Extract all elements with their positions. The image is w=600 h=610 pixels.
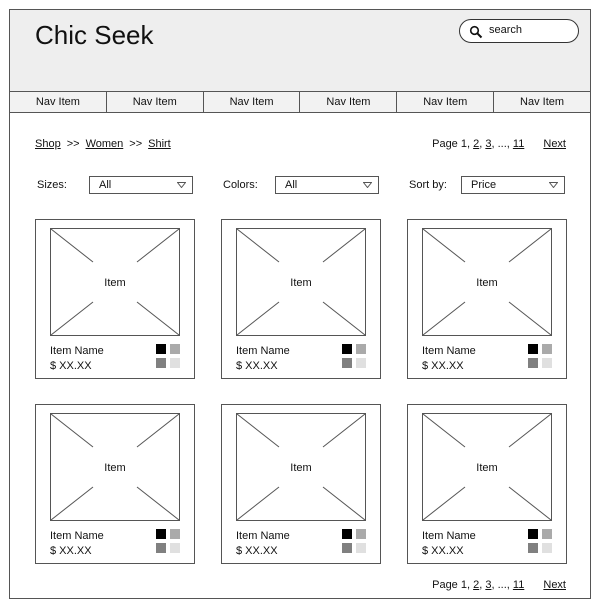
page-ellipsis: ..., bbox=[497, 579, 510, 591]
product-price: $ XX.XX bbox=[50, 545, 92, 557]
product-image-label: Item bbox=[104, 462, 126, 474]
color-swatch[interactable] bbox=[342, 529, 352, 539]
product-card[interactable] bbox=[407, 404, 567, 564]
colors-select[interactable] bbox=[275, 176, 379, 194]
color-swatch[interactable] bbox=[356, 358, 366, 368]
color-swatch[interactable] bbox=[542, 344, 552, 354]
page-link-3[interactable]: 3 bbox=[485, 579, 492, 591]
nav-item[interactable]: Nav Item bbox=[10, 92, 107, 112]
breadcrumb-separator: >> bbox=[66, 138, 80, 150]
sizes-select[interactable] bbox=[89, 176, 193, 194]
sort-value: Price bbox=[471, 179, 497, 191]
page-frame bbox=[9, 9, 591, 599]
breadcrumb-women[interactable]: Women bbox=[85, 138, 124, 150]
product-image-label: Item bbox=[476, 277, 498, 289]
product-image[interactable] bbox=[422, 228, 552, 336]
product-image-label: Item bbox=[290, 462, 312, 474]
color-swatch[interactable] bbox=[542, 529, 552, 539]
breadcrumb-separator: >> bbox=[129, 138, 143, 150]
color-swatch[interactable] bbox=[156, 358, 166, 368]
color-swatch[interactable] bbox=[542, 358, 552, 368]
nav-item[interactable]: Nav Item bbox=[300, 92, 397, 112]
product-image-label: Item bbox=[290, 277, 312, 289]
color-swatch[interactable] bbox=[170, 529, 180, 539]
search-input[interactable] bbox=[459, 19, 579, 43]
product-name[interactable]: Item Name bbox=[422, 345, 476, 357]
sizes-label: Sizes: bbox=[37, 179, 67, 191]
page-link-2[interactable]: 2 bbox=[473, 579, 480, 591]
product-price: $ XX.XX bbox=[50, 360, 92, 372]
search-icon bbox=[469, 25, 483, 39]
breadcrumb-shop[interactable]: Shop bbox=[35, 138, 61, 150]
product-image[interactable] bbox=[50, 413, 180, 521]
sizes-value: All bbox=[99, 179, 112, 191]
search-placeholder: search bbox=[489, 24, 523, 36]
color-swatch[interactable] bbox=[528, 529, 538, 539]
main-nav bbox=[10, 91, 590, 113]
product-image[interactable] bbox=[236, 228, 366, 336]
color-swatch[interactable] bbox=[528, 344, 538, 354]
product-card[interactable] bbox=[35, 404, 195, 564]
product-price: $ XX.XX bbox=[422, 360, 464, 372]
color-swatch[interactable] bbox=[342, 543, 352, 553]
color-swatch[interactable] bbox=[356, 543, 366, 553]
colors-label: Colors: bbox=[223, 179, 258, 191]
color-swatch[interactable] bbox=[170, 358, 180, 368]
product-image[interactable] bbox=[422, 413, 552, 521]
product-image[interactable] bbox=[236, 413, 366, 521]
color-swatch[interactable] bbox=[528, 358, 538, 368]
product-image-label: Item bbox=[476, 462, 498, 474]
sort-select[interactable] bbox=[461, 176, 565, 194]
product-card[interactable] bbox=[407, 219, 567, 379]
chevron-down-icon bbox=[177, 182, 186, 188]
color-swatch[interactable] bbox=[356, 529, 366, 539]
page-link-3[interactable]: 3 bbox=[485, 138, 492, 150]
color-swatch[interactable] bbox=[342, 344, 352, 354]
site-title[interactable]: Chic Seek bbox=[35, 20, 154, 50]
product-price: $ XX.XX bbox=[422, 545, 464, 557]
page-ellipsis: ..., bbox=[497, 138, 510, 150]
nav-item[interactable]: Nav Item bbox=[204, 92, 301, 112]
pagination-top: Page 1, 2, 3, ..., 11 Next bbox=[432, 138, 566, 150]
page-link-last[interactable]: 11 bbox=[512, 138, 525, 150]
product-name[interactable]: Item Name bbox=[236, 345, 290, 357]
colors-value: All bbox=[285, 179, 298, 191]
product-name[interactable]: Item Name bbox=[422, 530, 476, 542]
sort-label: Sort by: bbox=[409, 179, 447, 191]
color-swatch[interactable] bbox=[170, 344, 180, 354]
product-image-label: Item bbox=[104, 277, 126, 289]
product-card[interactable] bbox=[35, 219, 195, 379]
color-swatch[interactable] bbox=[156, 543, 166, 553]
product-price: $ XX.XX bbox=[236, 545, 278, 557]
color-swatch[interactable] bbox=[542, 543, 552, 553]
color-swatch[interactable] bbox=[342, 358, 352, 368]
chevron-down-icon bbox=[363, 182, 372, 188]
color-swatch[interactable] bbox=[170, 543, 180, 553]
product-card[interactable] bbox=[221, 404, 381, 564]
product-name[interactable]: Item Name bbox=[50, 345, 104, 357]
chevron-down-icon bbox=[549, 182, 558, 188]
page-prefix: Page 1, bbox=[432, 579, 471, 591]
nav-item[interactable]: Nav Item bbox=[520, 96, 565, 108]
page-link-2[interactable]: 2 bbox=[473, 138, 480, 150]
breadcrumb bbox=[35, 138, 171, 150]
page-prefix: Page 1, bbox=[432, 138, 471, 150]
product-name[interactable]: Item Name bbox=[50, 530, 104, 542]
breadcrumb-shirt[interactable]: Shirt bbox=[148, 138, 171, 150]
next-page-link[interactable]: Next bbox=[543, 579, 566, 591]
nav-item[interactable]: Nav Item bbox=[107, 92, 204, 112]
product-image[interactable] bbox=[50, 228, 180, 336]
color-swatch[interactable] bbox=[528, 543, 538, 553]
nav-item[interactable]: Nav Item bbox=[397, 92, 494, 112]
color-swatch[interactable] bbox=[156, 344, 166, 354]
product-price: $ XX.XX bbox=[236, 360, 278, 372]
pagination-bottom: Page 1, 2, 3, ..., 11 Next bbox=[432, 579, 566, 591]
product-name[interactable]: Item Name bbox=[236, 530, 290, 542]
product-card[interactable] bbox=[221, 219, 381, 379]
site-header bbox=[10, 10, 590, 91]
page-link-last[interactable]: 11 bbox=[512, 579, 525, 591]
color-swatch[interactable] bbox=[356, 344, 366, 354]
color-swatch[interactable] bbox=[156, 529, 166, 539]
next-page-link[interactable]: Next bbox=[543, 138, 566, 150]
